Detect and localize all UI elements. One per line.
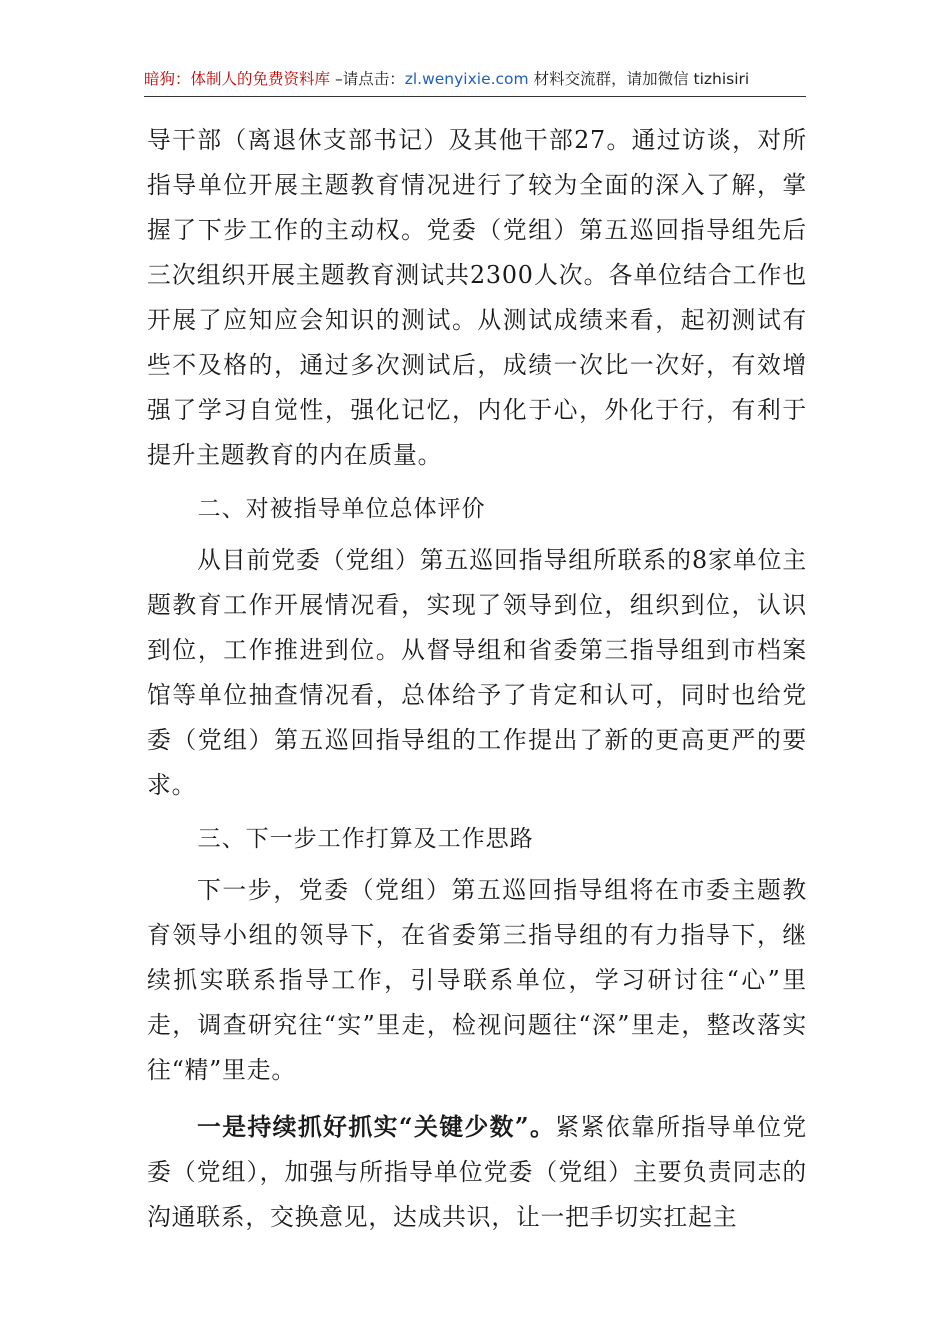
section-heading-2: 二、对被指导单位总体评价 — [197, 496, 486, 522]
page-header — [144, 66, 806, 97]
paragraph-4 — [147, 1105, 807, 1240]
header-wechat-note: 材料交流群，请加微信 tizhisiri — [528, 70, 750, 88]
header-click-prompt: –请点击： — [330, 70, 405, 88]
header-site-name: 暗狗：体制人的免费资料库 — [144, 70, 331, 88]
section-heading-3: 三、下一步工作打算及工作思路 — [197, 826, 534, 852]
paragraph-1: 导干部（离退休支部书记）及其他干部27。通过访谈，对所指导单位开展主题教育情况进行了较为全面的深入了解，掌握了下步工作的主动权。党委（党组）第五巡回指导组先后三次组织开展主题教育测试共2300人次。各单位结合工作也开展了应知应会知识的测试。从测试成绩来看，起初测试有些不及格的，通过多次测试后，成绩一次比一次好，有效增强了学习自觉性，强化记忆，内化于心，外化于行，有利于提升主题教育的内在质量。 — [147, 126, 807, 469]
paragraph-3: 下一步，党委（党组）第五巡回指导组将在市委主题教育领导小组的领导下，在省委第三指导组的有力指导下，继续抓实联系指导工作，引导联系单位，学习研讨往“心”里走，调查研究往“实”里走，检视问题往“深”里走，整改落实往“精”里走。 — [147, 876, 807, 1084]
header-site-link[interactable]: zl.wenyixie.com — [404, 70, 529, 88]
paragraph-2: 从目前党委（党组）第五巡回指导组所联系的8家单位主题教育工作开展情况看，实现了领导到位，组织到位，认识到位，工作推进到位。从督导组和省委第三指导组到市档案馆等单位抽查情况看，总体给予了肯定和认可，同时也给党委（党组）第五巡回指导组的工作提出了新的更高更严的要求。 — [147, 546, 807, 799]
document-body — [147, 118, 807, 1240]
paragraph-4-lead: 一是持续抓好抓实“关键少数”。 — [196, 1113, 556, 1141]
paragraph-4-body: 紧紧依靠所指导单位党委（党组），加强与所指导单位党委（党组）主要负责同志的沟通联系，交换意见，达成共识，让一把手切实扛起主 — [147, 1113, 808, 1231]
